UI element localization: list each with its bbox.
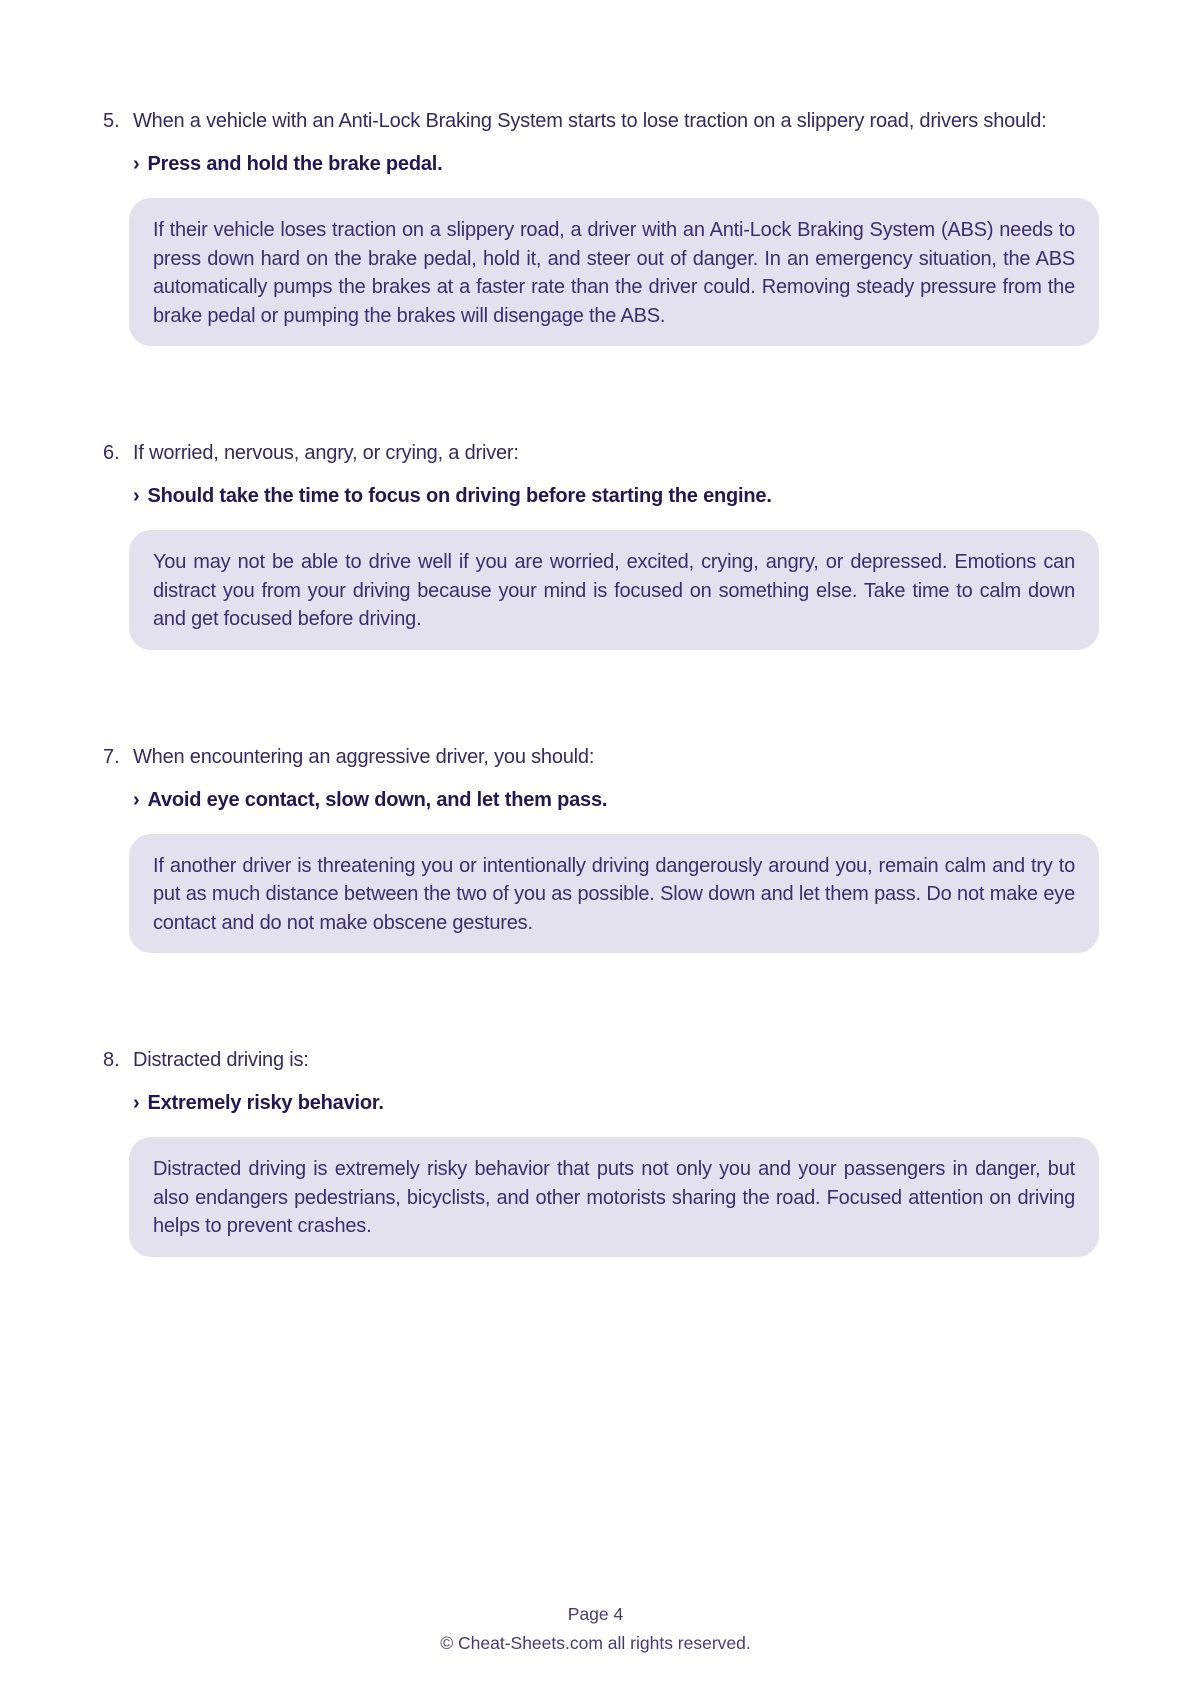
chevron-right-icon: › — [133, 788, 140, 811]
explanation-text: If their vehicle loses traction on a slippery road, a driver with an Anti-Lock Braking System (ABS) needs to press down hard on the brake pedal, hold it, and steer out of danger. In an emergency situation, the ABS automatically pumps the brakes at a faster rate than the driver could. Removing steady pressure from the brake pedal or pumping the brakes will disengage the ABS. — [153, 219, 1075, 327]
explanation-box — [129, 198, 1099, 346]
question-block-7 — [103, 740, 1099, 954]
chevron-right-icon: › — [133, 1092, 140, 1114]
question-block-8 — [103, 1043, 1099, 1257]
explanation-text: You may not be able to drive well if you are worried, excited, crying, angry, or depressed. Emotions can distract you from your driving because your mind is focused on something else. Take time to calm down and get focused before driving. — [153, 551, 1075, 630]
explanation-text: Distracted driving is extremely risky behavior that puts not only you and your passengers in danger, but also endangers pedestrians, bicyclists, and other motorists sharing the road. Focused attention on driving helps to prevent crashes. — [153, 1158, 1075, 1237]
question-row — [103, 104, 1099, 138]
answer-line — [133, 152, 1099, 176]
explanation-box — [129, 530, 1099, 650]
answer-text: Press and hold the brake pedal. — [147, 153, 443, 175]
question-text: Distracted driving is: — [133, 1049, 309, 1071]
question-text: When encountering an aggressive driver, you should: — [133, 745, 595, 768]
question-number: 7. — [103, 745, 120, 768]
question-row — [103, 740, 1099, 774]
question-number: 8. — [103, 1049, 120, 1071]
footer-page-number: Page 4 — [567, 1604, 624, 1624]
question-text: When a vehicle with an Anti-Lock Braking System starts to lose traction on a slippery road, drivers should: — [133, 110, 1047, 132]
question-row — [103, 436, 1099, 470]
answer-line — [133, 1091, 1099, 1115]
explanation-box — [129, 1137, 1099, 1257]
question-text: If worried, nervous, angry, or crying, a driver: — [133, 442, 519, 464]
chevron-right-icon: › — [133, 485, 140, 507]
answer-text: Avoid eye contact, slow down, and let them pass. — [147, 788, 608, 811]
page-footer — [0, 1600, 1191, 1658]
answer-text: Extremely risky behavior. — [147, 1092, 384, 1114]
answer-text: Should take the time to focus on driving before starting the engine. — [147, 485, 772, 507]
question-number: 5. — [103, 110, 120, 132]
answer-line — [133, 484, 1099, 508]
question-number: 6. — [103, 442, 120, 464]
question-block-6 — [103, 436, 1099, 650]
question-block-5 — [103, 104, 1099, 346]
explanation-text: If another driver is threatening you or intentionally driving dangerously around you, remain calm and try to put as much distance between the two of you as possible. Slow down and let them pass. Do not make eye contact and do not make obscene gestures. — [153, 854, 1075, 934]
answer-line — [133, 788, 1099, 812]
footer-copyright: © Cheat-Sheets.com all rights reserved. — [440, 1633, 751, 1653]
explanation-box — [129, 834, 1099, 954]
chevron-right-icon: › — [133, 153, 140, 175]
question-row — [103, 1043, 1099, 1077]
